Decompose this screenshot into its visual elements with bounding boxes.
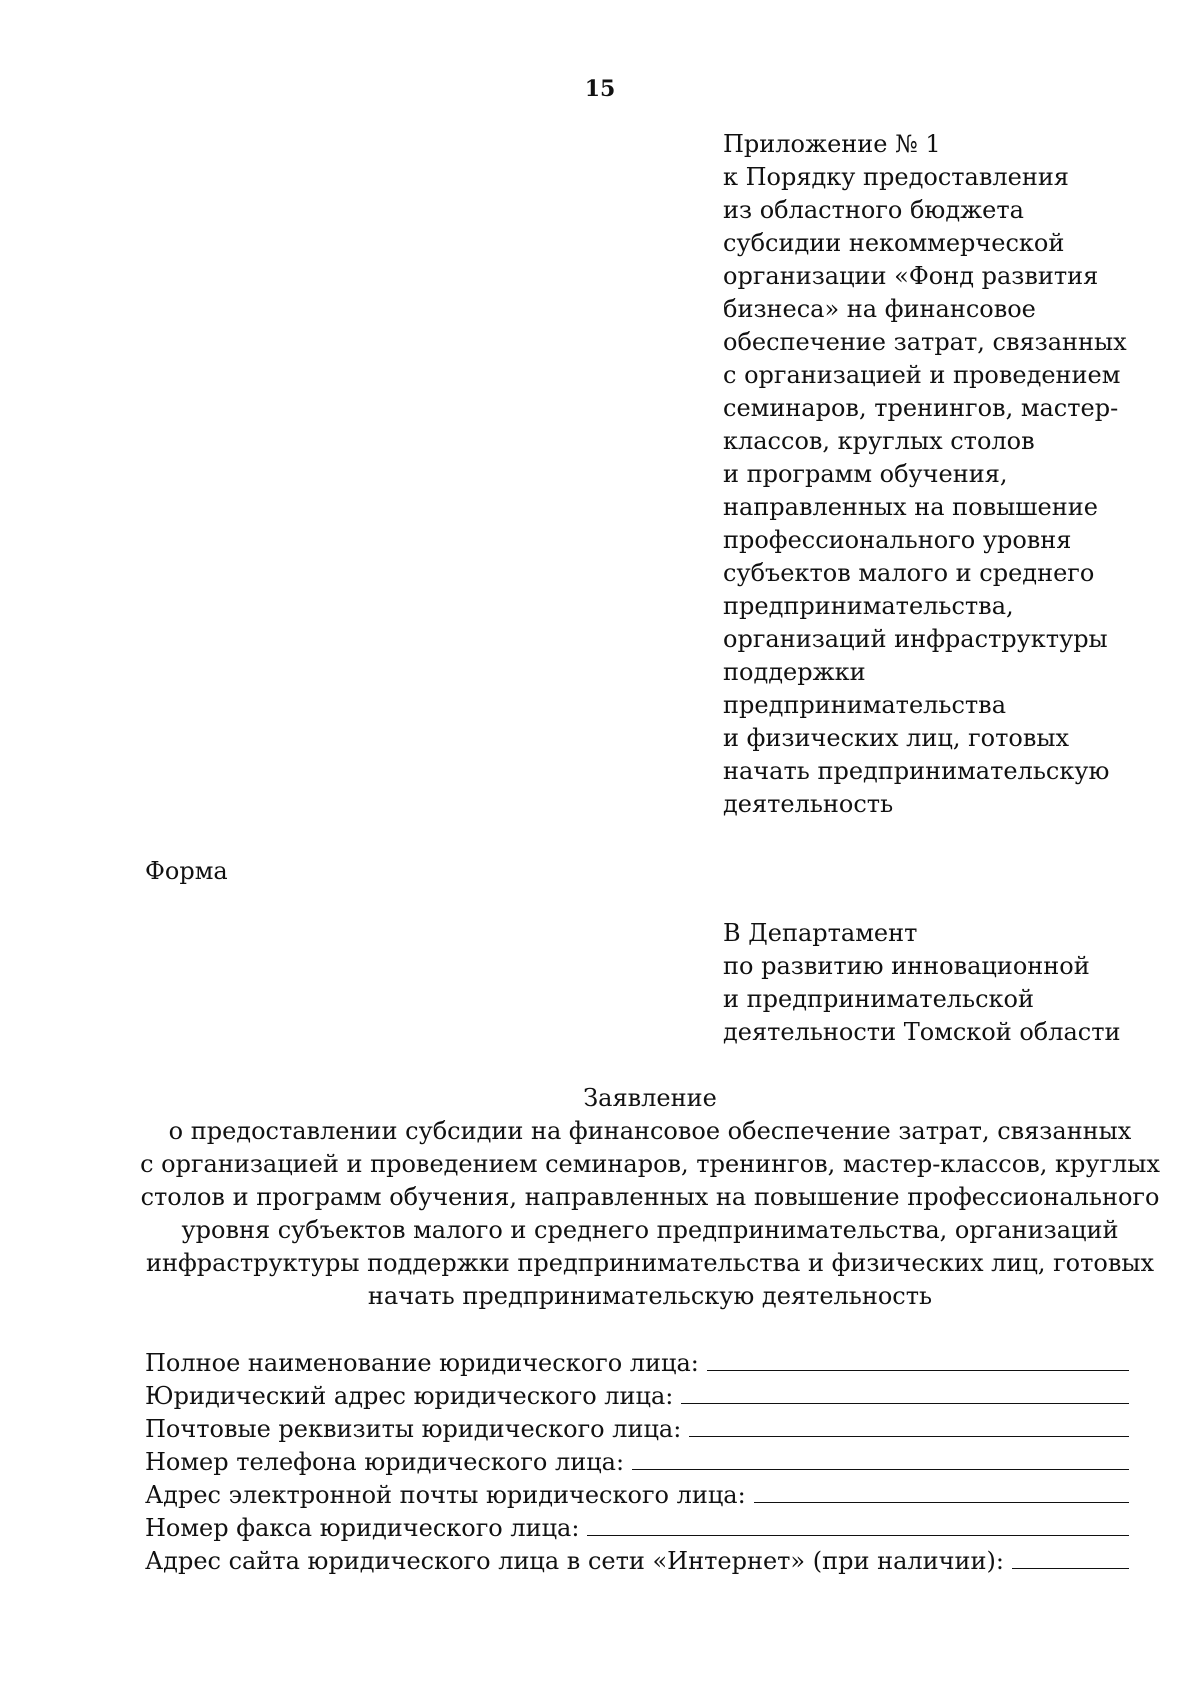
appendix-line: семинаров, тренингов, мастер- — [723, 394, 1119, 422]
title-line: с организацией и проведением семинаров, тренингов, мастер-классов, круглых — [140, 1150, 1160, 1178]
field-postal-details — [145, 1413, 1129, 1446]
field-label: Почтовые реквизиты юридического лица: — [145, 1415, 682, 1443]
field-label: Полное наименование юридического лица: — [145, 1349, 699, 1377]
field-phone — [145, 1446, 1129, 1479]
form-label: Форма — [145, 857, 228, 885]
appendix-line: и физических лиц, готовых — [723, 724, 1069, 752]
field-blank[interactable] — [632, 1447, 1129, 1470]
field-full-name — [145, 1347, 1129, 1380]
appendix-line: субъектов малого и среднего — [723, 559, 1095, 587]
field-email — [145, 1479, 1129, 1512]
field-blank[interactable] — [754, 1480, 1129, 1503]
field-label: Номер факса юридического лица: — [145, 1514, 580, 1542]
addressee-line: по развитию инновационной — [723, 952, 1090, 980]
appendix-line: деятельность — [723, 790, 894, 818]
appendix-line: направленных на повышение — [723, 493, 1098, 521]
field-website — [145, 1545, 1129, 1578]
title-line: инфраструктуры поддержки предпринимательства и физических лиц, готовых — [145, 1249, 1155, 1277]
title-line: столов и программ обучения, направленных на повышение профессионального — [140, 1183, 1160, 1211]
appendix-line: предпринимательства — [723, 691, 1006, 719]
applicant-fields — [145, 1347, 1129, 1578]
title-line: о предоставлении субсидии на финансовое обеспечение затрат, связанных — [168, 1117, 1132, 1145]
field-blank[interactable] — [707, 1348, 1129, 1371]
field-blank[interactable] — [587, 1513, 1129, 1536]
field-blank[interactable] — [689, 1414, 1129, 1437]
field-label: Адрес сайта юридического лица в сети «Интернет» (при наличии): — [145, 1547, 1004, 1575]
addressee-block — [723, 917, 1183, 1049]
appendix-line: организации «Фонд развития — [723, 262, 1099, 290]
appendix-line: организаций инфраструктуры — [723, 625, 1108, 653]
addressee-line: В Департамент — [723, 919, 918, 947]
appendix-line: бизнеса» на финансовое — [723, 295, 1036, 323]
field-label: Юридический адрес юридического лица: — [145, 1382, 674, 1410]
appendix-line: из областного бюджета — [723, 196, 1024, 224]
appendix-line: к Порядку предоставления — [723, 163, 1069, 191]
field-legal-address — [145, 1380, 1129, 1413]
appendix-line: начать предпринимательскую — [723, 757, 1110, 785]
field-blank[interactable] — [1012, 1546, 1129, 1569]
appendix-line: предпринимательства, — [723, 592, 1014, 620]
field-fax — [145, 1512, 1129, 1545]
appendix-line: субсидии некоммерческой — [723, 229, 1065, 257]
title-line: начать предпринимательскую деятельность — [367, 1282, 933, 1310]
field-blank[interactable] — [681, 1381, 1129, 1404]
field-label: Адрес электронной почты юридического лица: — [145, 1481, 746, 1509]
title-line: уровня субъектов малого и среднего предпринимательства, организаций — [181, 1216, 1119, 1244]
field-label: Номер телефона юридического лица: — [145, 1448, 625, 1476]
application-title — [120, 1082, 1180, 1313]
addressee-line: и предпринимательской — [723, 985, 1034, 1013]
page-number: 15 — [584, 76, 616, 102]
appendix-line: поддержки — [723, 658, 866, 686]
appendix-line: классов, круглых столов — [723, 427, 1035, 455]
appendix-line: Приложение № 1 — [723, 130, 941, 158]
appendix-header — [723, 128, 1183, 821]
appendix-line: обеспечение затрат, связанных — [723, 328, 1127, 356]
title-line: Заявление — [583, 1084, 717, 1112]
appendix-line: профессионального уровня — [723, 526, 1072, 554]
addressee-line: деятельности Томской области — [723, 1018, 1121, 1046]
appendix-line: и программ обучения, — [723, 460, 1008, 488]
appendix-line: с организацией и проведением — [723, 361, 1121, 389]
